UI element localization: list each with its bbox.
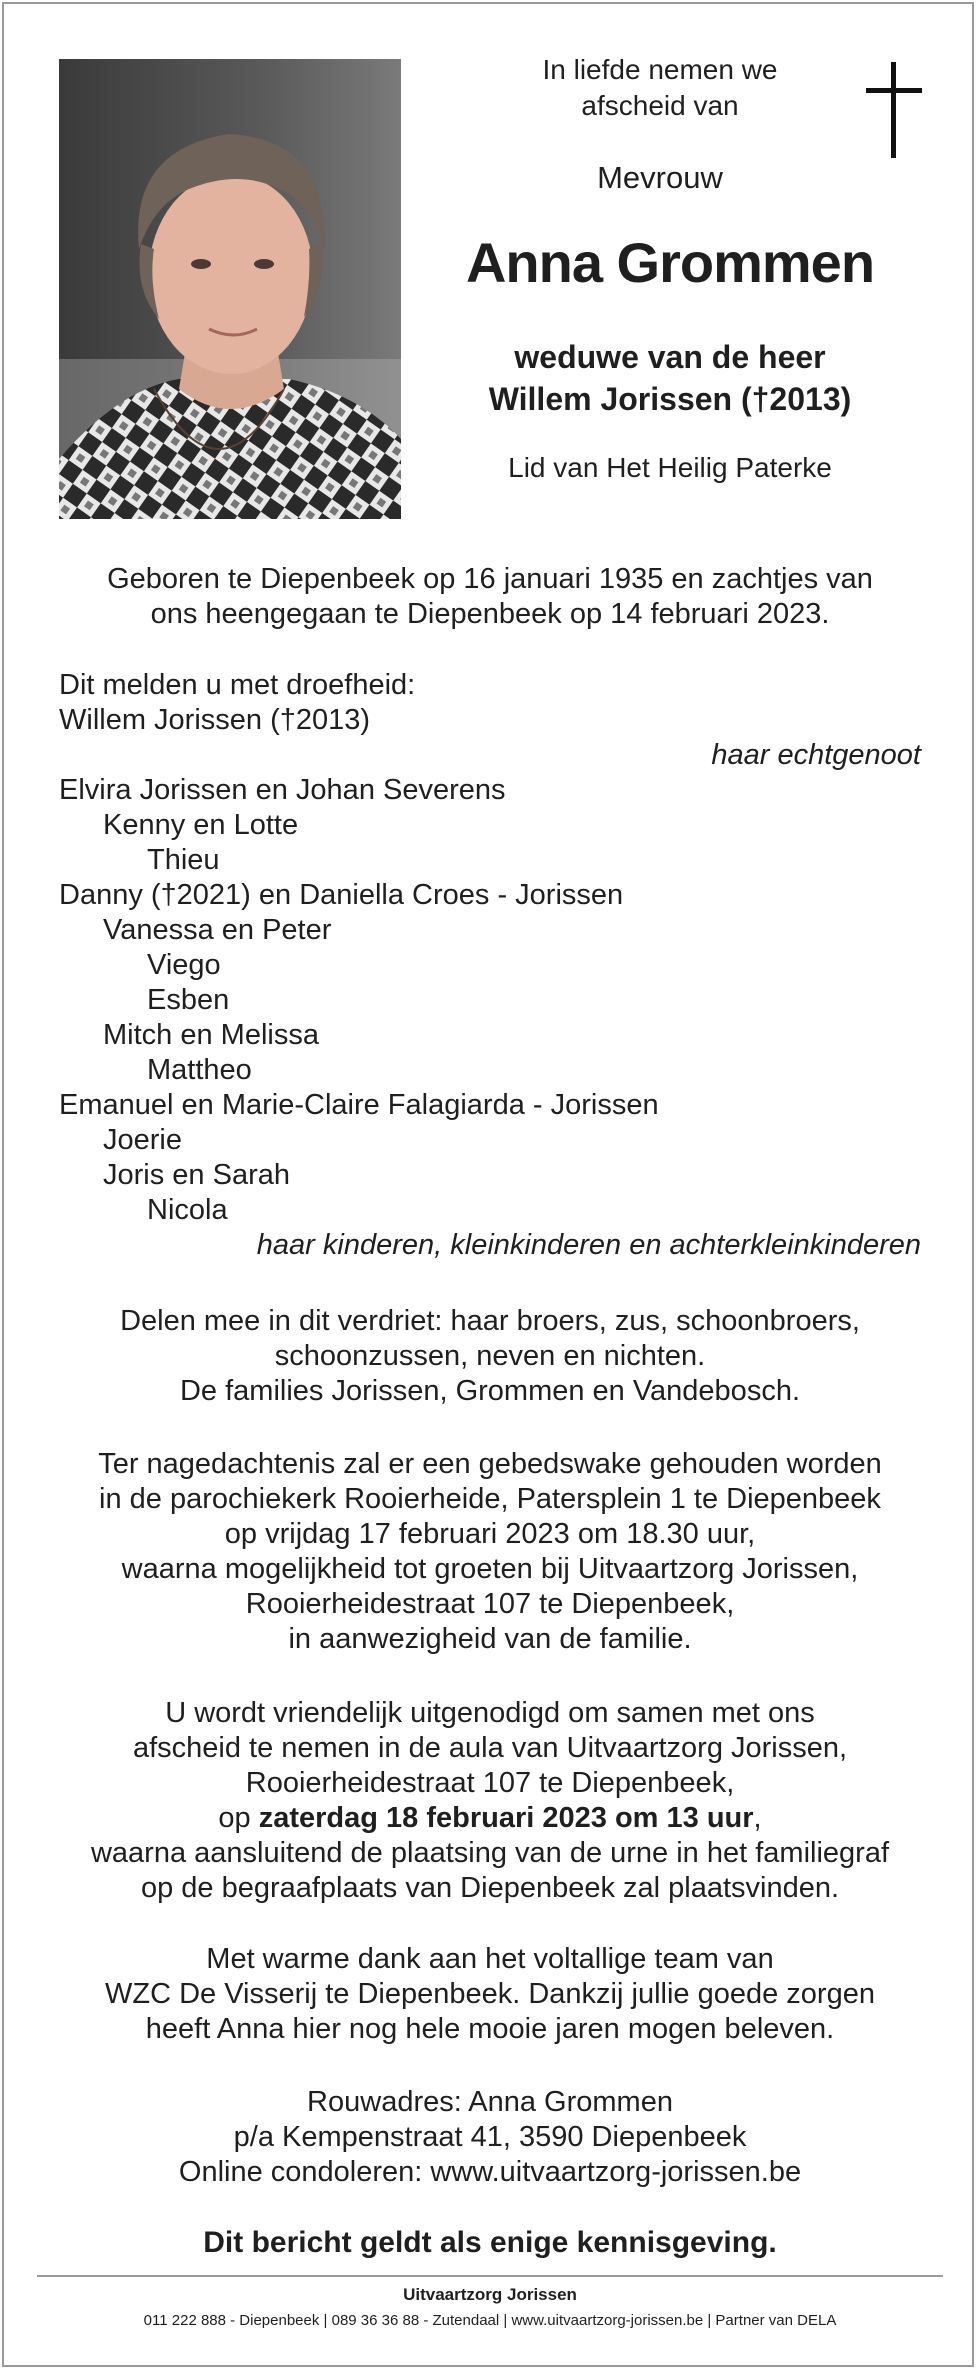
family-entry: Joris en Sarah <box>103 1159 290 1191</box>
sharing-text <box>40 1304 940 1409</box>
birth-death-text <box>40 562 940 632</box>
thanks-text <box>40 1942 940 2047</box>
notice: Dit bericht geldt als enige kennisgeving. <box>203 2226 777 2259</box>
portrait-photo <box>59 59 401 519</box>
family-entry: Vanessa en Peter <box>103 914 332 946</box>
salutation: Mevrouw <box>597 160 723 195</box>
wake-text <box>40 1447 940 1657</box>
text-line: Rooierheidestraat 107 te Diepenbeek, <box>245 1767 735 1799</box>
family-entry: Thieu <box>147 844 220 876</box>
spouse-line: weduwe van de heer <box>514 339 826 375</box>
family-entry: Danny (†2021) en Daniella Croes - Jorissen <box>59 879 624 911</box>
text-line: Ter nagedachtenis zal er een gebedswake gehouden worden <box>98 1448 882 1480</box>
text-line: Geboren te Diepenbeek op 16 januari 1935 en zachtjes van <box>107 563 873 595</box>
spouse-entry: Willem Jorissen (†2013) <box>59 704 371 736</box>
family-list <box>59 668 921 1263</box>
family-entry: Kenny en Lotte <box>103 809 299 841</box>
text-line: Delen mee in dit verdriet: haar broers, zus, schoonbroers, <box>120 1305 860 1337</box>
ceremony-text <box>40 1696 940 1906</box>
footer-details: 011 222 888 - Diepenbeek | 089 36 36 88 - Zutendaal | www.uitvaartzorg-jorissen.be | Partner van DELA <box>143 2312 837 2329</box>
text-line: WZC De Visserij te Diepenbeek. Dankzij jullie goede zorgen <box>105 1978 875 2010</box>
family-entry: Esben <box>147 984 230 1016</box>
text-line: heeft Anna hier nog hele mooie jaren mogen beleven. <box>145 2013 835 2045</box>
footer-company: Uitvaartzorg Jorissen <box>403 2285 577 2304</box>
spouse-line: Willem Jorissen (†2013) <box>488 381 852 417</box>
family-entry: Nicola <box>147 1194 228 1226</box>
date-prefix: op <box>218 1802 259 1834</box>
membership: Lid van Het Heilig Paterke <box>508 452 832 483</box>
text-line: op de begraafplaats van Diepenbeek zal plaatsvinden. <box>140 1872 840 1904</box>
deceased-name: Anna Grommen <box>465 231 875 294</box>
address-text <box>40 2085 940 2190</box>
text-line: in aanwezigheid van de familie. <box>288 1623 692 1655</box>
family-entry: Mitch en Melissa <box>103 1019 319 1051</box>
spouse-info <box>440 336 900 420</box>
text-line: ons heengegaan te Diepenbeek op 14 februari 2023. <box>150 598 830 630</box>
family-entry: Elvira Jorissen en Johan Severens <box>59 774 506 806</box>
family-entry: Emanuel en Marie-Claire Falagiarda - Jorissen <box>59 1089 659 1121</box>
ceremony-date: zaterdag 18 februari 2023 om 13 uur <box>258 1802 754 1834</box>
children-role: haar kinderen, kleinkinderen en achterkleinkinderen <box>256 1229 921 1261</box>
family-entry: Mattheo <box>147 1054 252 1086</box>
family-entry: Joerie <box>103 1124 182 1156</box>
text-line: p/a Kempenstraat 41, 3590 Diepenbeek <box>233 2121 747 2153</box>
text-line: in de parochiekerk Rooierheide, Patersplein 1 te Diepenbeek <box>99 1483 881 1515</box>
intro-text <box>480 52 840 124</box>
text-line: afscheid te nemen in de aula van Uitvaartzorg Jorissen, <box>132 1732 848 1764</box>
text-line: Met warme dank aan het voltallige team van <box>206 1943 774 1975</box>
cross-icon <box>866 62 922 158</box>
text-line: De families Jorissen, Grommen en Vandebosch. <box>179 1375 801 1407</box>
text-line: Rooierheidestraat 107 te Diepenbeek, <box>245 1588 735 1620</box>
intro-line: In liefde nemen we <box>542 54 778 85</box>
text-line: Rouwadres: Anna Grommen <box>307 2086 673 2118</box>
text-line: schoonzussen, neven en nichten. <box>274 1340 706 1372</box>
text-line: op vrijdag 17 februari 2023 om 18.30 uur, <box>224 1518 756 1550</box>
text-line: waarna mogelijkheid tot groeten bij Uitvaartzorg Jorissen, <box>121 1553 859 1585</box>
footer-divider <box>37 2275 943 2277</box>
spouse-role: haar echtgenoot <box>711 739 921 771</box>
ceremony-date-line <box>40 1801 940 1836</box>
family-entry: Viego <box>147 949 221 981</box>
date-suffix: , <box>753 1802 762 1834</box>
family-intro: Dit melden u met droefheid: <box>59 669 416 701</box>
text-line: waarna aansluitend de plaatsing van de urne in het familiegraf <box>90 1837 890 1869</box>
intro-line: afscheid van <box>581 90 739 121</box>
text-line: Online condoleren: www.uitvaartzorg-jorissen.be <box>178 2156 802 2188</box>
text-line: U wordt vriendelijk uitgenodigd om samen met ons <box>165 1697 815 1729</box>
